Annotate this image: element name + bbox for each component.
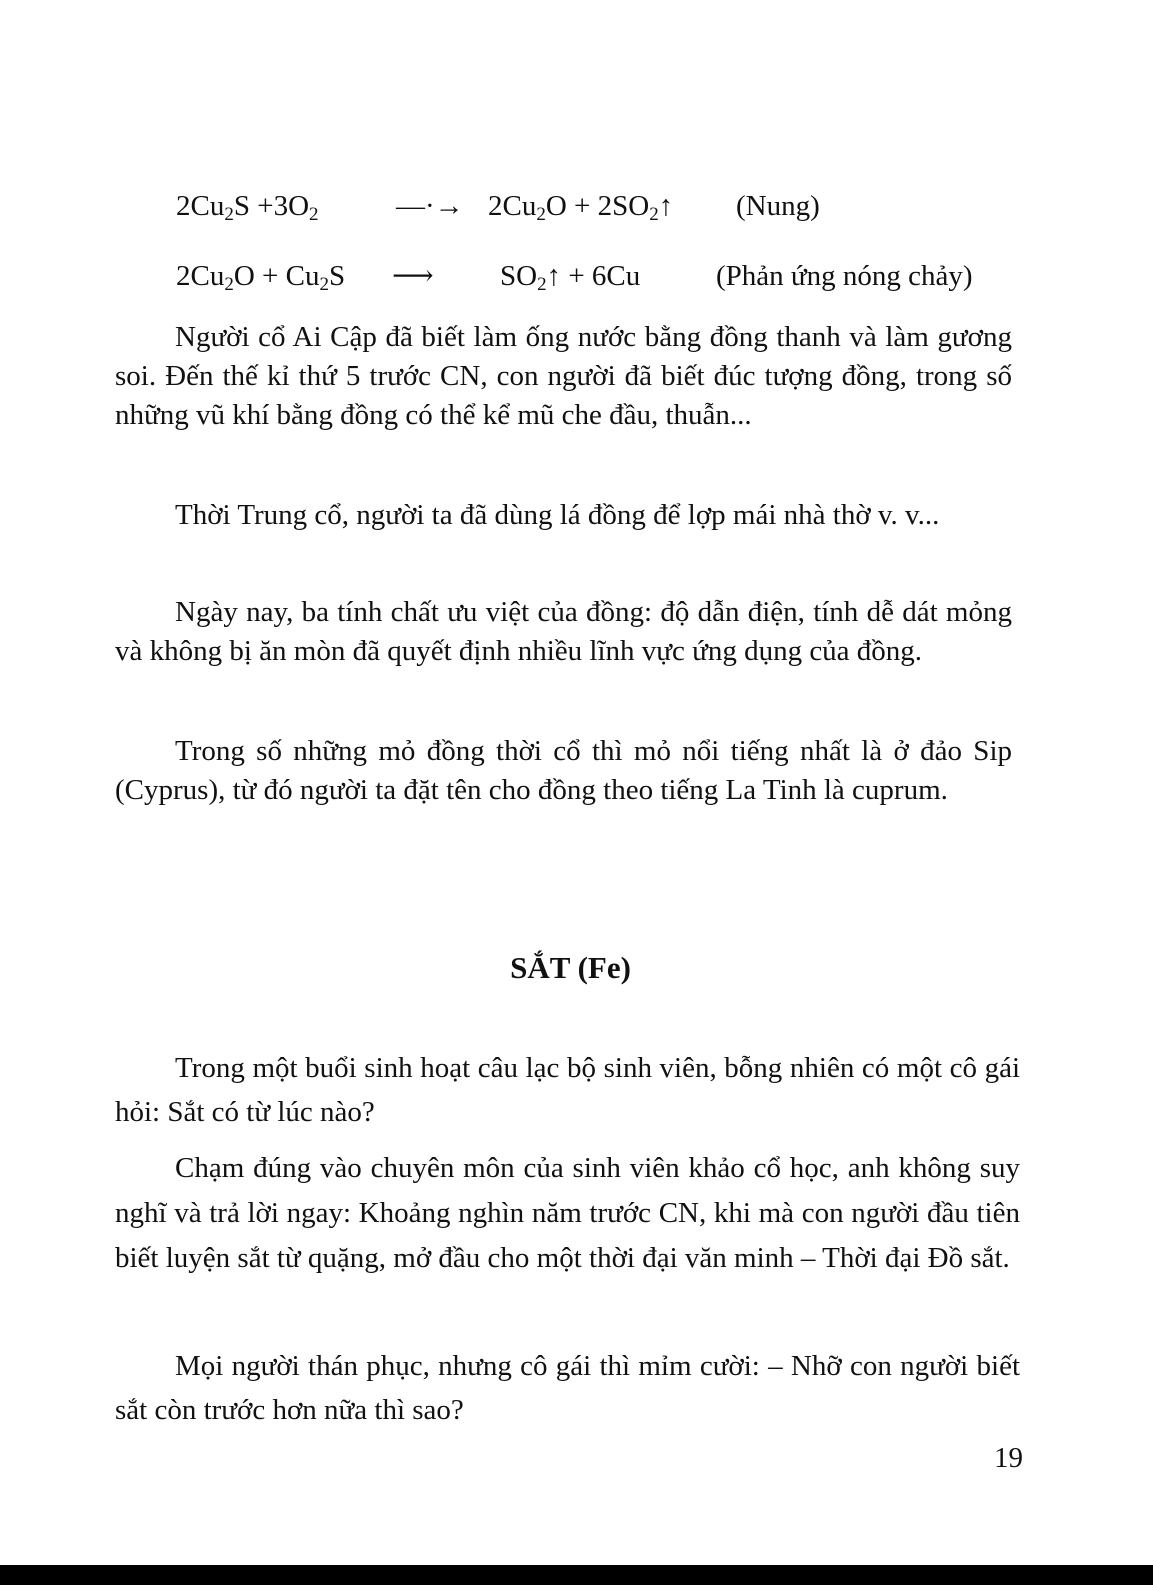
paragraph-reply: Mọi người thán phục, nhưng cô gái thì mỉm cười: – Nhỡ con người biết sắt còn trước hơn nữa thì sao?	[115, 1350, 1020, 1426]
equation-smelting	[176, 258, 973, 293]
page-number: 19	[994, 1442, 1023, 1474]
paragraph-modern: Ngày nay, ba tính chất ưu việt của đồng: độ dẫn điện, tính dễ dát mỏng và không bị ăn mòn đã quyết định nhiều lĩnh vực ứng dụng của đồng.	[115, 596, 1012, 667]
equation-note: (Phản ứng nóng chảy)	[716, 260, 973, 292]
equation-note: (Nung)	[736, 190, 820, 222]
paragraph-question: Trong một buổi sinh hoạt câu lạc bộ sinh viên, bỗng nhiên có một cô gái hỏi: Sắt có từ lúc nào?	[115, 1052, 1020, 1128]
equation-rhs: $SO_2↑ + 6Cu$	[500, 260, 641, 295]
paragraph-egypt: Người cổ Ai Cập đã biết làm ống nước bằng đồng thanh và làm gương soi. Đến thế kỉ thứ 5 trước CN, con người đã biết đúc tượng đồng, trong số những vũ khí bằng đồng có thể kể mũ che đầu, thuẫn...	[115, 321, 1012, 431]
section-heading: SẮT (Fe)	[510, 950, 631, 985]
paragraph-answer: Chạm đúng vào chuyên môn của sinh viên khảo cổ học, anh không suy nghĩ và trả lời ngay: Khoảng nghìn năm trước CN, khi mà con người đầu tiên biết luyện sắt từ quặng, mở đầu cho một thời đại văn minh – Thời đại Đồ sắt.	[115, 1152, 1020, 1274]
reaction-arrow: ⟶	[392, 260, 434, 292]
paragraph-cyprus: Trong số những mỏ đồng thời cổ thì mỏ nổi tiếng nhất là ở đảo Sip (Cyprus), từ đó người ta đặt tên cho đồng theo tiếng La Tinh là cuprum.	[115, 735, 1012, 806]
scan-border	[0, 1565, 1153, 1585]
paragraph-middle-ages: Thời Trung cổ, người ta đã dùng lá đồng để lợp mái nhà thờ v. v...	[175, 499, 940, 531]
equation-rhs: $2Cu_2O$ + $2SO_2↑$	[488, 190, 674, 225]
equation-roasting	[176, 190, 820, 223]
equation-lhs: $2Cu_2S +3O_2$	[176, 190, 319, 225]
equation-lhs: $2Cu_2O + Cu_2S$	[176, 260, 346, 295]
reaction-arrow: —·→	[396, 190, 464, 222]
